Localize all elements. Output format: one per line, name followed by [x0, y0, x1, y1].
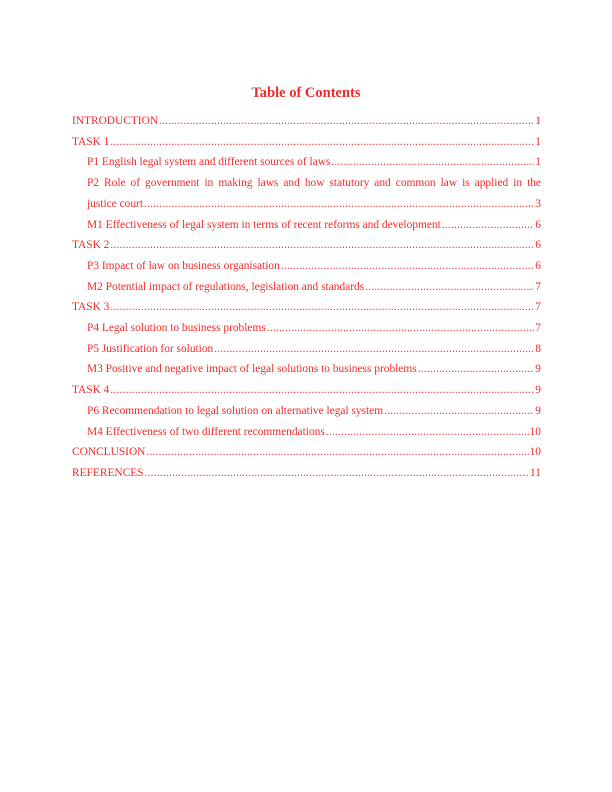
toc-entry-conclusion[interactable]: [72, 442, 541, 463]
dot-leader: [145, 463, 530, 484]
toc-entry-label: P4 Legal solution to business problems: [87, 322, 266, 335]
toc-entry-m1[interactable]: [72, 215, 541, 236]
toc-entry-p1[interactable]: [72, 152, 541, 173]
toc-page-number: 7: [535, 280, 541, 293]
toc-entry-label: P3 Impact of law on business organisation: [87, 259, 280, 272]
toc-entry-m2[interactable]: [72, 277, 541, 298]
dot-leader: [110, 380, 534, 401]
toc-entry-p4[interactable]: [72, 318, 541, 339]
dot-leader: [442, 215, 535, 236]
dot-leader: [110, 132, 534, 153]
toc-page-number: 11: [530, 466, 541, 479]
toc-page-number: 6: [535, 218, 541, 231]
dot-leader: [418, 359, 535, 380]
toc-page-number: 7: [535, 301, 541, 314]
toc-entry-label: M1 Effectiveness of legal system in terms of recent reforms and development: [87, 218, 441, 231]
dot-leader: [326, 422, 529, 443]
toc-title: Table of Contents: [251, 85, 361, 101]
dot-leader: [144, 194, 534, 215]
dot-leader: [384, 401, 534, 422]
dot-leader: [110, 235, 534, 256]
toc-page-number: 6: [535, 259, 541, 272]
toc-page-number: 1: [535, 115, 541, 127]
toc-page-number: 10: [529, 446, 541, 459]
table-of-contents: [72, 111, 541, 484]
toc-page-number: 3: [535, 197, 541, 210]
toc-entry-references[interactable]: [72, 463, 541, 484]
dot-leader: [146, 442, 528, 463]
toc-entry-label-continued: justice court: [87, 197, 143, 210]
toc-entry-p6[interactable]: [72, 401, 541, 422]
toc-entry-label: REFERENCES: [72, 466, 144, 479]
toc-entry-label: TASK 4: [72, 384, 110, 397]
dot-leader: [110, 297, 534, 318]
toc-entry-label: TASK 2: [72, 239, 110, 252]
dot-leader: [365, 277, 534, 298]
toc-entry-task-2[interactable]: [72, 235, 541, 256]
toc-entry-p3[interactable]: [72, 256, 541, 277]
toc-entry-label: TASK 3: [72, 301, 110, 314]
toc-entry-introduction[interactable]: [72, 111, 541, 132]
toc-page-number: 9: [535, 384, 541, 397]
dot-leader: [331, 152, 534, 173]
toc-entry-label: TASK 1: [72, 135, 110, 148]
toc-page-number: 1: [535, 135, 541, 148]
toc-entry-m3[interactable]: [72, 359, 541, 380]
toc-page-number: 6: [535, 239, 541, 252]
toc-page-number: 8: [535, 342, 541, 355]
dot-leader: [281, 256, 535, 277]
toc-entry-label: M2 Potential impact of regulations, legislation and standards: [87, 280, 365, 293]
dot-leader: [214, 339, 534, 360]
dot-leader: [267, 318, 535, 339]
dot-leader: [159, 111, 534, 132]
toc-page-number: 7: [535, 322, 541, 335]
toc-entry-task-4[interactable]: [72, 380, 541, 401]
toc-page-number: 9: [535, 363, 541, 376]
toc-page-number: 10: [529, 425, 541, 438]
toc-entry-p5[interactable]: [72, 339, 541, 360]
toc-page-number: 1: [535, 156, 541, 169]
toc-entry-p2[interactable]: [72, 173, 541, 214]
toc-entry-label: CONCLUSION: [72, 446, 146, 459]
toc-entry-label: P5 Justification for solution: [87, 342, 214, 355]
toc-entry-task-3[interactable]: [72, 297, 541, 318]
toc-entry-label: P6 Recommendation to legal solution on alternative legal system: [87, 404, 384, 417]
toc-entry-label: P1 English legal system and different sources of laws: [87, 156, 331, 169]
toc-entry-label: P2 Role of government in making laws and how statutory and common law is applied in the: [87, 177, 541, 190]
toc-entry-label: M3 Positive and negative impact of legal solutions to business problems: [87, 363, 417, 376]
toc-entry-label: INTRODUCTION: [72, 115, 159, 127]
toc-entry-m4[interactable]: [72, 422, 541, 443]
toc-entry-task-1[interactable]: [72, 132, 541, 153]
toc-entry-label: M4 Effectiveness of two different recommendations: [87, 425, 325, 438]
toc-page-number: 9: [535, 404, 541, 417]
